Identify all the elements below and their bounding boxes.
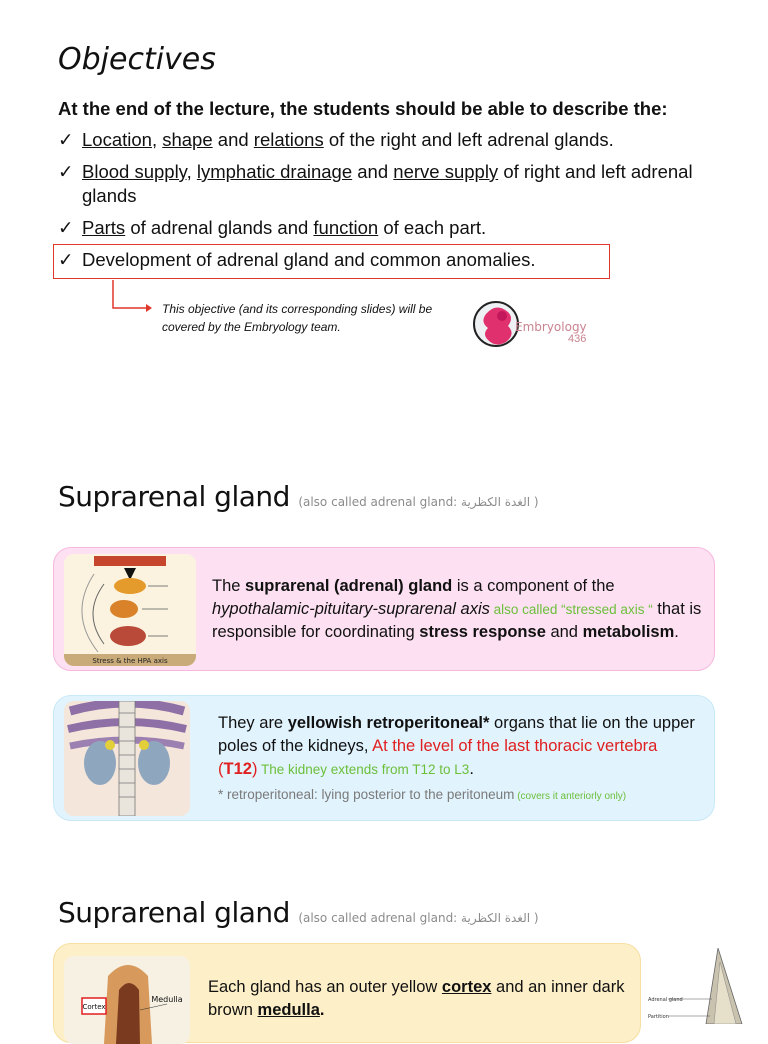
objective-text: of adrenal glands and — [125, 217, 314, 238]
objective-text: and — [212, 129, 254, 150]
section-title-1 — [58, 480, 539, 513]
embryology-word: Embryology — [515, 320, 587, 334]
objective-text: of right and left adrenal glands — [82, 161, 693, 206]
objective-keyword: Blood supply — [82, 161, 187, 182]
embryology-number: 436 — [568, 333, 587, 345]
connector-arrow — [112, 280, 152, 312]
objective-item — [58, 216, 748, 240]
checkmark-icon: ✓ — [58, 249, 74, 270]
checkmark-icon: ✓ — [58, 217, 74, 238]
objective-keyword: shape — [162, 129, 213, 150]
section-title-text: Suprarenal gland — [58, 480, 290, 513]
embryology-note: This objective (and its corresponding slides) will be covered by the Embryology team. — [162, 302, 433, 334]
objective-text: , — [151, 129, 163, 150]
medulla-label: Medulla — [151, 995, 183, 1004]
objective-keyword: lymphatic drainage — [196, 161, 353, 182]
cortex-medulla-figure — [64, 956, 190, 1044]
objective-text: of each part. — [378, 217, 487, 238]
cortex-medulla-text: Each gland has an outer yellow cortex and an inner dark brown medulla. — [208, 978, 625, 1019]
adrenal-section-figure — [648, 948, 744, 1024]
section-title-2 — [58, 896, 539, 929]
highlight-box — [53, 244, 610, 279]
objectives-title: Objectives — [58, 42, 216, 77]
checkmark-icon: ✓ — [58, 161, 74, 182]
objective-keyword: relations — [253, 129, 324, 150]
objective-keyword: function — [313, 217, 379, 238]
hpa-figure-label: Stress & the HPA axis — [92, 657, 168, 665]
objective-keyword: nerve supply — [393, 161, 499, 182]
retroperitoneal-note: * retroperitoneal: lying posterior to the peritoneum (covers it anteriorly only) — [218, 787, 627, 802]
objective-text: and — [352, 161, 394, 182]
objective-keyword: Parts — [82, 217, 126, 238]
section-title-aside: (also called adrenal gland: الغدة الكظرية ) — [298, 911, 539, 925]
kidneys-spine-figure — [64, 701, 190, 816]
objective-item — [58, 128, 748, 152]
location-text: They are yellowish retroperitoneal* organs that lie on the upper poles of the kidneys, At the level of the last thoracic vertebra (T12) The kidney extends from T12 to L3. — [218, 714, 695, 778]
objective-text: of the right and left adrenal glands. — [323, 129, 614, 150]
hpa-axis-figure — [64, 554, 196, 666]
checkmark-icon: ✓ — [58, 129, 74, 150]
objective-item — [58, 160, 748, 208]
info-card-cortex-medulla — [53, 943, 641, 1043]
objectives-lead: At the end of the lecture, the students should be able to describe the: — [58, 98, 668, 119]
section-title-text: Suprarenal gland — [58, 896, 290, 929]
stress-axis-text: The suprarenal (adrenal) gland is a component of the hypothalamic-pituitary-suprarenal axis also called “stressed axis “ that is responsible for coordinating stress response and metabolism. — [212, 577, 702, 641]
partition-label: Partition — [648, 1014, 669, 1020]
adrenal-gland-label: Adrenal gland — [648, 997, 683, 1003]
info-card-stress-axis — [53, 547, 715, 671]
objective-keyword: Location — [82, 129, 152, 150]
info-card-location — [53, 695, 715, 821]
cortex-label: Cortex — [82, 1003, 106, 1011]
objective-text: Development of adrenal gland and common anomalies. — [82, 249, 536, 270]
objective-text: , — [186, 161, 197, 182]
section-title-aside: (also called adrenal gland: الغدة الكظرية ) — [298, 495, 539, 509]
